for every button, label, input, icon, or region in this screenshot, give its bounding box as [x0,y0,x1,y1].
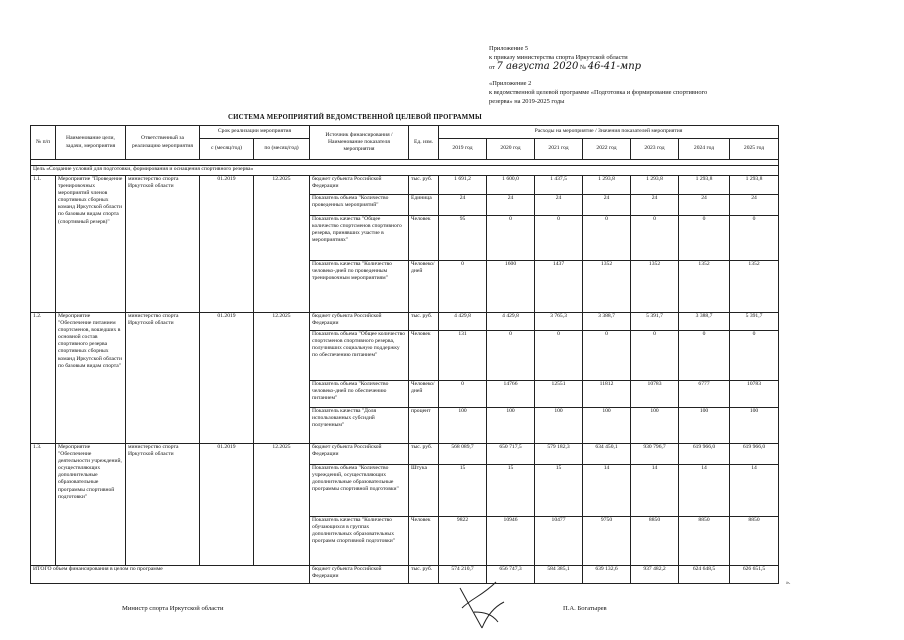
measure-from: 01.2019 [200,313,254,444]
table-row [31,176,779,195]
cell: 9822 [439,517,487,566]
cell: 1437 [535,261,583,313]
cell: 4 429,8 [487,313,535,331]
cell: 95 [439,216,487,261]
cell: 584 385,1 [535,566,583,584]
cell: 24 [535,195,583,216]
row-label: бюджет субъекта Российской Федерации [310,444,409,465]
cell: 100 [730,408,779,444]
cell: 8850 [631,517,679,566]
cell: 24 [679,195,730,216]
cell: 8850 [730,517,779,566]
cell: 0 [535,216,583,261]
cell: 624 648,5 [679,566,730,584]
year-header: 2025 год [730,139,779,160]
document-title: СИСТЕМА МЕРОПРИЯТИЙ ВЕДОМСТВЕННОЙ ЦЕЛЕВОЙ ПРОГРАММЫ [228,114,482,121]
table-row [31,313,779,331]
cell: 3 765,3 [535,313,583,331]
cell: 5 391,7 [730,313,779,331]
cell: 0 [439,261,487,313]
cell: 1352 [730,261,779,313]
cell: 0 [679,216,730,261]
cell: 24 [730,195,779,216]
goal-row: Цель «Создание условий для подготовки, формирования и оснащения спортивного резерва» [31,166,779,176]
minister-name: П.А. Богатырев [563,605,607,612]
cell: 0 [487,331,535,381]
row-label: Показатель объема "Количество проведенных мероприятий" [310,195,409,216]
minister-title: Министр спорта Иркутской области [122,605,224,612]
row-unit: Человек [409,517,439,566]
cell: 579 182,3 [535,444,583,465]
cell: 1 691,2 [439,176,487,195]
cell: 10783 [631,381,679,408]
year-header: 2021 год [535,139,583,160]
cell: 15 [439,465,487,517]
measure-name: Мероприятие "Обеспечение деятельности учреждений, осуществляющих дополнительные образовательные программы спортивной подготовки" [56,444,126,566]
row-unit: Человеко/дней [409,381,439,408]
total-row [31,566,779,584]
cell: 639 132,6 [583,566,631,584]
row-label: бюджет субъекта Российской Федерации [310,313,409,331]
cell: 574 210,7 [439,566,487,584]
year-header: 2019 год [439,139,487,160]
col-num: № п/п [31,126,56,160]
date-number-line: от 7 августа 2020 № 46-41-мпр [489,61,642,73]
closing-quote: ». [786,580,791,586]
cell: 0 [487,216,535,261]
cell: 14 [679,465,730,517]
cell: 0 [535,331,583,381]
cell: 1352 [679,261,730,313]
year-header: 2020 год [487,139,535,160]
year-header: 2022 год [583,139,631,160]
measure-num: 1.3. [31,444,56,566]
cell: 100 [487,408,535,444]
cell: 100 [439,408,487,444]
handwritten-date: 7 августа 2020 [496,61,579,73]
program-line: к ведомственной целевой программе «Подготовка и формирование спортивного [489,88,708,96]
year-header: 2023 год [631,139,679,160]
cell: 4 429,8 [439,313,487,331]
cell: 1 437,5 [535,176,583,195]
cell: 1 293,8 [679,176,730,195]
cell: 619 966,0 [679,444,730,465]
cell: 3 388,7 [679,313,730,331]
cell: 24 [583,195,631,216]
measure-from: 01.2019 [200,176,254,313]
cell: 568 089,7 [439,444,487,465]
cell: 619 966,0 [730,444,779,465]
cell: 1 600,0 [487,176,535,195]
cell: 0 [583,331,631,381]
measure-num: 1.2. [31,313,56,444]
row-unit: Человек [409,331,439,381]
row-unit: тыс. руб. [409,176,439,195]
cell: 24 [487,195,535,216]
cell: 100 [583,408,631,444]
row-label: Показатель объема "Количество человеко-дней по обеспечению питанием" [310,381,409,408]
cell: 937 482,2 [631,566,679,584]
row-unit: Человеко/дней [409,261,439,313]
cell: 100 [679,408,730,444]
cell: 5 391,7 [631,313,679,331]
cell: 0 [583,216,631,261]
row-unit: Человек [409,216,439,261]
row-unit: тыс. руб. [409,313,439,331]
cell: 10783 [730,381,779,408]
cell: 650 717,5 [487,444,535,465]
cell: 1 293,8 [631,176,679,195]
total-source: бюджет субъекта Российской Федерации [310,566,409,584]
row-label: Показатель качества "Общее количество спортсменов спортивного резерва, принявших участие в мероприятиях" [310,216,409,261]
cell: 14 [730,465,779,517]
cell: 634 450,1 [583,444,631,465]
cell: 1352 [631,261,679,313]
cell: 1352 [583,261,631,313]
row-unit: Единица [409,195,439,216]
col-term: Срок реализации мероприятия [200,126,310,139]
cell: 14766 [487,381,535,408]
cell: 14 [583,465,631,517]
measure-resp: министерство спорта Иркутской области [126,444,200,566]
cell: 0 [730,216,779,261]
measure-num: 1.1. [31,176,56,313]
row-label: Показатель качества "Доля использованных субсидий полученным" [310,408,409,444]
cell: 0 [631,331,679,381]
row-unit: Штука [409,465,439,517]
cell: 10946 [487,517,535,566]
cell: 3 388,7 [583,313,631,331]
measures-table [30,125,779,584]
measure-to: 12.2025 [254,444,310,566]
measure-to: 12.2025 [254,176,310,313]
cell: 626 651,5 [730,566,779,584]
cell: 10477 [535,517,583,566]
col-resp: Ответственный за реализацию мероприятия [126,126,200,160]
cell: 12551 [535,381,583,408]
col-name: Наименование цели, задачи, мероприятия [56,126,126,160]
cell: 656 747,3 [487,566,535,584]
col-from: с (месяц/год) [200,139,254,160]
col-to: по (месяц/год) [254,139,310,160]
row-label: Показатель объема "Общее количество спортсменов спортивного резерва, получивших социальную поддержку по обеспечению питанием" [310,331,409,381]
total-label: ИТОГО объем финансирования в целом по программе [31,566,310,584]
col-unit: Ед. изм. [409,126,439,160]
cell: 14 [631,465,679,517]
order-line: к приказу министерства спорта Иркутской области [489,54,628,62]
row-label: бюджет субъекта Российской Федерации [310,176,409,195]
row-label: Показатель качества "Количество человеко-дней по проведенным тренировочным мероприятиям" [310,261,409,313]
total-unit: тыс. руб. [409,566,439,584]
document-header [489,44,707,106]
signature-icon [452,578,522,638]
cell: 6777 [679,381,730,408]
cell: 9750 [583,517,631,566]
cell: 131 [439,331,487,381]
cell: 11812 [583,381,631,408]
cell: 0 [679,331,730,381]
cell: 24 [631,195,679,216]
program-years-line: резерва» на 2019-2025 годы [489,98,565,106]
measure-resp: министерство спорта Иркутской области [126,313,200,444]
measure-name: Мероприятие "Обеспечение питанием спортсменов, вошедших в основной состав спортивного резерва спортивных сборных команд Иркутской области по базовым видам спорта" [56,313,126,444]
cell: 1600 [487,261,535,313]
measure-from: 01.2019 [200,444,254,566]
col-source: Источник финансирования / Наименование показателя мероприятия [310,126,409,160]
cell: 15 [535,465,583,517]
row-label: Показатель объема "Количество учреждений, осуществляющих дополнительные образовательные программы спортивной подготовки" [310,465,409,517]
measure-name: Мероприятие "Проведение тренировочных мероприятий членов спортивных сборных команд Иркутской области по базовым видам спорта (спортивный резерв)" [56,176,126,313]
cell: 0 [631,216,679,261]
cell: 0 [730,331,779,381]
row-unit: тыс. руб. [409,444,439,465]
row-label: Показатель качества "Количество обучающихся в группах дополнительных образовательных программ спортивной подготовки" [310,517,409,566]
appendix2-line: «Приложение 2 [489,79,532,87]
cell: 15 [487,465,535,517]
cell: 930 796,7 [631,444,679,465]
cell: 100 [535,408,583,444]
cell: 100 [631,408,679,444]
measure-resp: министерство спорта Иркутской области [126,176,200,313]
year-header: 2024 год [679,139,730,160]
cell: 0 [439,381,487,408]
handwritten-number: 46-41-мпр [587,61,642,73]
cell: 24 [439,195,487,216]
cell: 8850 [679,517,730,566]
measure-to: 12.2025 [254,313,310,444]
appendix-line: Приложение 5 [489,45,529,52]
cell: 1 293,8 [730,176,779,195]
table-row [31,444,779,465]
col-expenses: Расходы на мероприятие / Значения показателей мероприятия [439,126,779,139]
cell: 1 293,8 [583,176,631,195]
row-unit: процент [409,408,439,444]
